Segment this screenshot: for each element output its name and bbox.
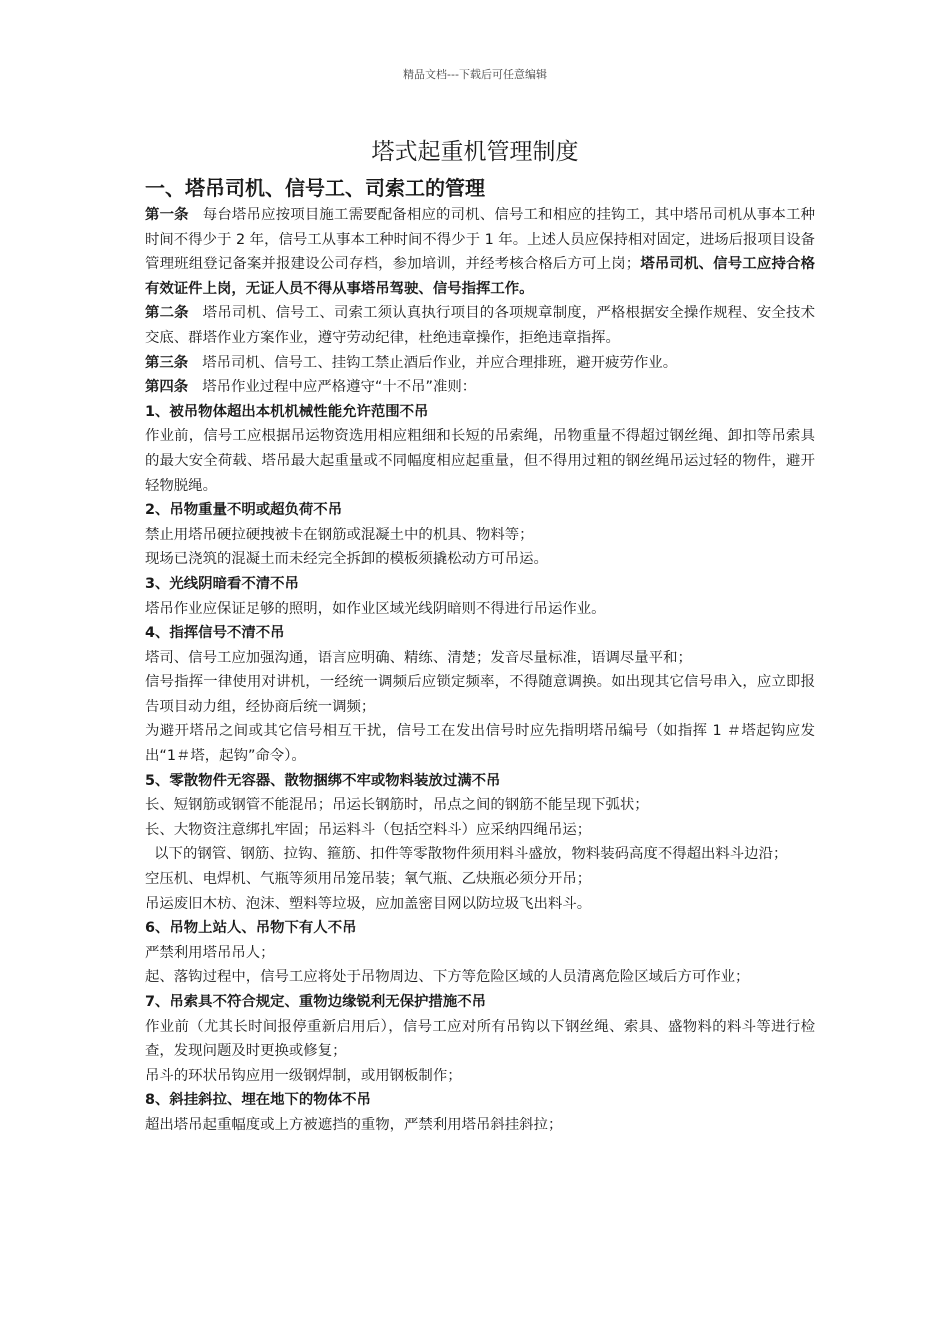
article-text: 塔吊作业过程中应严格遵守“十不吊”准则：	[202, 379, 477, 396]
rule-title: 4、指挥信号不清不吊	[145, 625, 285, 642]
rule-line: 长、短钢筋或钢管不能混吊；吊运长钢筋时，吊点之间的钢筋不能呈现下弧状；	[145, 797, 649, 814]
article-label: 第一条	[145, 207, 189, 223]
rule-line: 严禁利用塔吊吊人；	[145, 944, 275, 961]
rule-line: 信号指挥一律使用对讲机，一经统一调频后应锁定频率，不得随意调换。如出现其它信号串入，应立即报告项目动力组，经协商后统一调频；	[145, 674, 815, 715]
document-body	[145, 174, 815, 1138]
rule-line: 塔吊作业应保证足够的照明，如作业区域光线阴暗则不得进行吊运作业。	[145, 600, 606, 617]
rule-title: 6、吊物上站人、吊物下有人不吊	[145, 920, 357, 937]
article-label: 第三条	[145, 354, 189, 371]
rule-line: 塔司、信号工应加强沟通，语言应明确、精练、清楚；发音尽量标准，语调尽量平和；	[145, 649, 692, 666]
section-heading: 一、塔吊司机、信号工、司索工的管理	[145, 176, 485, 200]
rule-line: 以下的钢管、钢筋、拉钩、箍筋、扣件等零散物件须用料斗盛放，物料装码高度不得超出料斗边沿；	[145, 846, 788, 863]
rule-title: 8、斜挂斜拉、埋在地下的物体不吊	[145, 1092, 371, 1109]
rule-title: 1、被吊物体超出本机机械性能允许范围不吊	[145, 403, 429, 420]
article-bold-text: 塔吊司机、信号工应持合格有效证件上岗，无证人员不得从事塔吊驾驶、信号指挥工作。	[145, 256, 815, 297]
rule-line: 禁止用塔吊硬拉硬拽被卡在钢筋或混凝土中的机具、物料等；	[145, 526, 534, 543]
rule-title: 5、零散物件无容器、散物捆绑不牢或物料装放过满不吊	[145, 772, 501, 789]
rule-line: 起、落钩过程中，信号工应将处于吊物周边、下方等危险区域的人员清离危险区域后方可作业；	[145, 969, 750, 986]
article-text: 塔吊司机、信号工、司索工须认真执行项目的各项规章制度，严格根据安全操作规程、安全技术交底、群塔作业方案作业，遵守劳动纪律，杜绝违章操作，拒绝违章指挥。	[145, 305, 815, 346]
rule-line: 为避开塔吊之间或其它信号相互干扰，信号工在发出信号时应先指明塔吊编号（如指挥 1 ＃塔起钩应发出“1＃塔，起钩”命令）。	[145, 723, 815, 765]
article-text: 每台塔吊应按项目施工需要配备相应的司机、信号工和相应的挂钩工，其中塔吊司机从事本工种时间不得少于 2 年，信号工从事本工种时间不得少于 1 年。上述人员应保持相对固定，进场后报项目设备管理班组登记备案并报建设公司存档，参加培训，并经考核合格后方可上岗；	[145, 207, 815, 273]
article-4	[145, 375, 815, 400]
rule-line: 超出塔吊起重幅度或上方被遮挡的重物，严禁利用塔吊斜挂斜拉；	[145, 1116, 563, 1133]
rule-line: 现场已浇筑的混凝土而未经完全拆卸的模板须撬松动方可吊运。	[145, 551, 548, 568]
article-3	[145, 351, 815, 376]
article-label: 第二条	[145, 305, 189, 322]
rule-line: 空压机、电焊机、气瓶等须用吊笼吊装；氧气瓶、乙炔瓶必须分开吊；	[145, 871, 592, 888]
rule-line: 作业前，信号工应根据吊运物资选用相应粗细和长短的吊索绳，吊物重量不得超过钢丝绳、卸扣等吊索具的最大安全荷载、塔吊最大起重量或不同幅度相应起重量，但不得用过粗的钢丝绳吊运过轻的物件，避开轻物脱绳。	[145, 428, 815, 494]
rule-line: 长、大物资注意绑扎牢固；吊运料斗（包括空料斗）应采纳四绳吊运；	[145, 821, 592, 838]
article-2	[145, 301, 815, 350]
rule-line: 作业前（尤其长时间报停重新启用后），信号工应对所有吊钩以下钢丝绳、索具、盛物料的料斗等进行检查，发现问题及时更换或修复；	[145, 1018, 815, 1060]
article-label: 第四条	[145, 379, 189, 396]
article-1	[145, 203, 815, 301]
rule-line: 吊斗的环状吊钩应用一级钢焊制，或用钢板制作；	[145, 1067, 462, 1084]
rule-line: 吊运废旧木枋、泡沫、塑料等垃圾，应加盖密目网以防垃圾飞出料斗。	[145, 895, 592, 912]
rule-title: 3、光线阴暗看不清不吊	[145, 575, 299, 592]
document-title: 塔式起重机管理制度	[371, 139, 579, 165]
rule-title: 2、吊物重量不明或超负荷不吊	[145, 502, 343, 519]
rule-title: 7、吊索具不符合规定、重物边缘锐利无保护措施不吊	[145, 994, 486, 1010]
article-text: 塔吊司机、信号工、挂钩工禁止酒后作业，并应合理排班，避开疲劳作业。	[202, 354, 678, 371]
page-header: 精品文档---下载后可任意编辑	[403, 68, 547, 81]
